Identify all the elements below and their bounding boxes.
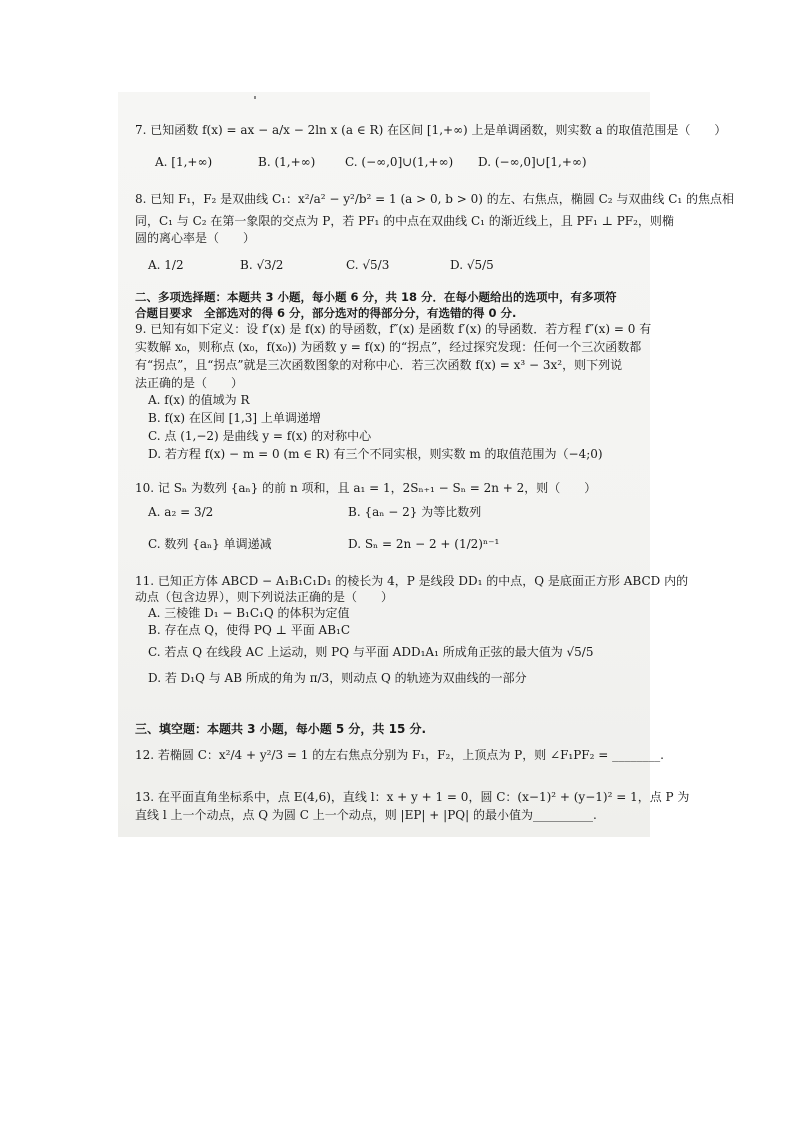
q10-option-b: B. {aₙ − 2} 为等比数列 (348, 505, 482, 519)
q9-option-c: C. 点 (1,−2) 是曲线 y = f(x) 的对称中心 (148, 429, 372, 443)
section3-title: 三、填空题：本题共 3 小题，每小题 5 分，共 15 分. (135, 722, 427, 736)
q10-option-d: D. Sₙ = 2n − 2 + (1/2)ⁿ⁻¹ (348, 537, 500, 551)
q7-option-d: D. (−∞,0]∪[1,+∞) (478, 155, 587, 169)
q7-option-b: B. (1,+∞) (258, 155, 316, 169)
q9-option-a: A. f(x) 的值域为 R (148, 393, 250, 407)
q11-option-a: A. 三棱锥 D₁ − B₁C₁Q 的体积为定值 (148, 606, 350, 620)
q8-line-2: 同，C₁ 与 C₂ 在第一象限的交点为 P，若 PF₁ 的中点在双曲线 C₁ 的渐近线上，且 PF₁ ⊥ PF₂，则椭 (135, 214, 674, 228)
q12-stem: 12. 若椭圆 C：x²/4 + y²/3 = 1 的左右焦点分别为 F₁，F₂，上顶点为 P，则 ∠F₁PF₂ = ________. (135, 748, 664, 762)
q9-line-3: 有“拐点”，且“拐点”就是三次函数图象的对称中心．若三次函数 f(x) = x³ − 3x²，则下列说 (135, 358, 623, 372)
q10-option-c: C. 数列 {aₙ} 单调递减 (148, 537, 272, 551)
q9-option-d: D. 若方程 f(x) − m = 0 (m ∈ R) 有三个不同实根，则实数 m 的取值范围为（−4;0) (148, 447, 603, 461)
q8-line-3: 圆的离心率是（ ） (135, 231, 256, 245)
scan-speck (254, 96, 256, 99)
section2-line-1: 二、多项选择题：本题共 3 小题，每小题 6 分，共 18 分．在每小题给出的选项中，有多项符 (135, 290, 617, 304)
q8-option-a: A. 1/2 (148, 258, 184, 272)
q8-option-b: B. √3/2 (240, 258, 284, 272)
section2-line-2: 合题目要求 全部选对的得 6 分，部分选对的得部分分，有选错的得 0 分. (135, 306, 517, 320)
q7-option-c: C. (−∞,0]∪(1,+∞) (345, 155, 454, 169)
q7-option-a: A. [1,+∞) (155, 155, 213, 169)
q9-line-1: 9. 已知有如下定义：设 f′(x) 是 f(x) 的导函数，f″(x) 是函数 f′(x) 的导函数．若方程 f″(x) = 0 有 (135, 322, 652, 336)
q11-option-b: B. 存在点 Q，使得 PQ ⊥ 平面 AB₁C (148, 623, 351, 637)
q13-line-1: 13. 在平面直角坐标系中，点 E(4,6)，直线 l：x + y + 1 = 0，圆 C：(x−1)² + (y−1)² = 1，点 P 为 (135, 790, 690, 804)
q13-line-2: 直线 l 上一个动点，点 Q 为圆 C 上一个动点，则 |EP| + |PQ| 的最小值为__________. (135, 808, 597, 822)
q11-option-c: C. 若点 Q 在线段 AC 上运动，则 PQ 与平面 ADD₁A₁ 所成角正弦的最大值为 √5/5 (148, 645, 594, 659)
q8-line-1: 8. 已知 F₁，F₂ 是双曲线 C₁：x²/a² − y²/b² = 1 (a > 0, b > 0) 的左、右焦点，椭圆 C₂ 与双曲线 C₁ 的焦点相 (135, 192, 735, 206)
q11-line-1: 11. 已知正方体 ABCD − A₁B₁C₁D₁ 的棱长为 4，P 是线段 DD₁ 的中点，Q 是底面正方形 ABCD 内的 (135, 574, 689, 588)
q11-line-2: 动点（包含边界），则下列说法正确的是（ ） (135, 590, 394, 604)
q10-stem: 10. 记 Sₙ 为数列 {aₙ} 的前 n 项和，且 a₁ = 1，2Sₙ₊₁ − Sₙ = 2n + 2，则（ ） (135, 481, 597, 495)
q9-option-b: B. f(x) 在区间 [1,3] 上单调递增 (148, 411, 321, 425)
q10-option-a: A. a₂ = 3/2 (148, 505, 214, 519)
q11-option-d: D. 若 D₁Q 与 AB 所成的角为 π/3，则动点 Q 的轨迹为双曲线的一部分 (148, 671, 527, 685)
q8-option-c: C. √5/3 (346, 258, 390, 272)
q8-option-d: D. √5/5 (450, 258, 494, 272)
q9-line-2: 实数解 x₀，则称点 (x₀，f(x₀)) 为函数 y = f(x) 的“拐点”，经过探究发现：任何一个三次函数都 (135, 340, 642, 354)
q9-line-4: 法正确的是（ ） (135, 376, 244, 390)
q7-stem: 7. 已知函数 f(x) = ax − a/x − 2ln x (a ∈ R) 在区间 [1,+∞) 上是单调函数，则实数 a 的取值范围是（ ） (135, 123, 727, 137)
